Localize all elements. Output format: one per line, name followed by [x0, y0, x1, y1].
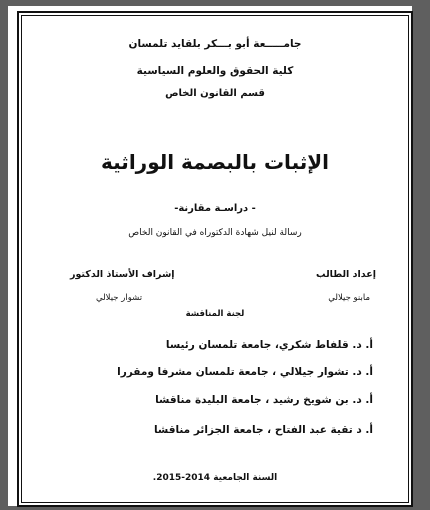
supervisor-name: تشوار جيلالي	[96, 293, 143, 303]
department-name: قسم القانون الخاص	[165, 88, 265, 99]
degree-statement: رسالة لنيل شهادة الدكتوراه في القانون الخاص	[128, 228, 302, 238]
committee-member: أ. د. قلفاط شكري، جامعة تلمسان رئيسا	[165, 339, 373, 351]
university-name: جامـــــعة أبو بـــكر بلقايد تلمسان	[128, 38, 302, 50]
academic-year: السنة الجامعية 2014-2015.	[152, 473, 278, 483]
committee-member: أ. د. تشوار جيلالي ، جامعة تلمسان مشرفا ومقررا	[117, 366, 373, 378]
supervisor-label: إشراف الأستاذ الدكتور	[70, 269, 175, 280]
thesis-title: الإثبات بالبصمة الوراثية	[101, 150, 329, 174]
student-name: مابنو جيلالي	[328, 293, 370, 303]
committee-member: أ. د تقية عبد الفتاح ، جامعة الجزائر مناقشا	[153, 424, 373, 436]
committee-member: أ. د. بن شويخ رشيد ، جامعة البليدة مناقشا	[155, 394, 373, 406]
committee-heading: لجنة المناقشة	[185, 309, 245, 319]
faculty-name: كلية الحقوق والعلوم السياسية	[136, 65, 294, 77]
thesis-subtitle: - دراسـة مقارنة-	[174, 203, 256, 214]
prepared-by-label: إعداد الطالب	[316, 269, 376, 280]
